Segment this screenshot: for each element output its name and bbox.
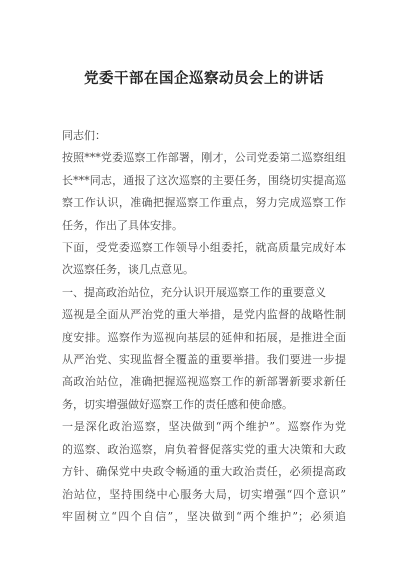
body-line: 牢固树立“四个自信”，坚决做到“两个维护”；必须追: [62, 509, 346, 523]
section-heading: 一、提高政治站位，充分认识开展巡察工作的重要意义: [62, 285, 326, 299]
body-line: 度安排。巡察作为巡视向基层的延伸和拓展，是推进全面: [62, 330, 346, 344]
body-line: 次巡察任务，谈几点意见。: [62, 263, 194, 277]
body-line: 察工作认识，准确把握巡察工作重点，努力完成巡察工作: [62, 196, 346, 210]
salutation-line: 同志们：: [62, 129, 106, 142]
body-line: 治站位，坚持围绕中心服务大局，切实增强“四个意识”: [62, 487, 346, 501]
body-line: 长***同志，通报了这次巡察的主要任务，围绕切实提高巡: [62, 173, 346, 187]
body-line: 一是深化政治巡察，坚决做到“两个维护”。巡察作为党: [62, 420, 346, 434]
body-line: 下面，受党委巡察工作领导小组委托，就高质量完成好本: [62, 241, 346, 255]
body-line: 巡视是全面从严治党的重大举措，是党内监督的战略性制: [62, 308, 346, 322]
body-line: 高政治站位，准确把握巡视巡察工作的新部署新要求新任: [62, 375, 346, 389]
body-line: 的巡察、政治巡察，肩负着督促落实党的重大决策和大政: [62, 442, 346, 456]
body-line: 任务，作出了具体安排。: [62, 218, 183, 232]
body-line: 从严治党、实现监督全覆盖的重要举措。我们要进一步提: [62, 353, 346, 367]
document-body: [62, 125, 346, 528]
body-line: 按照***党委巡察工作部署，刚才，公司党委第二巡察组组: [62, 151, 346, 165]
document-title: 党委干部在国企巡察动员会上的讲话: [84, 71, 324, 87]
body-line: 方针、确保党中央政令畅通的重大政治责任，必须提高政: [62, 465, 346, 479]
body-line: 务，切实增强做好巡察工作的责任感和使命感。: [62, 397, 293, 411]
